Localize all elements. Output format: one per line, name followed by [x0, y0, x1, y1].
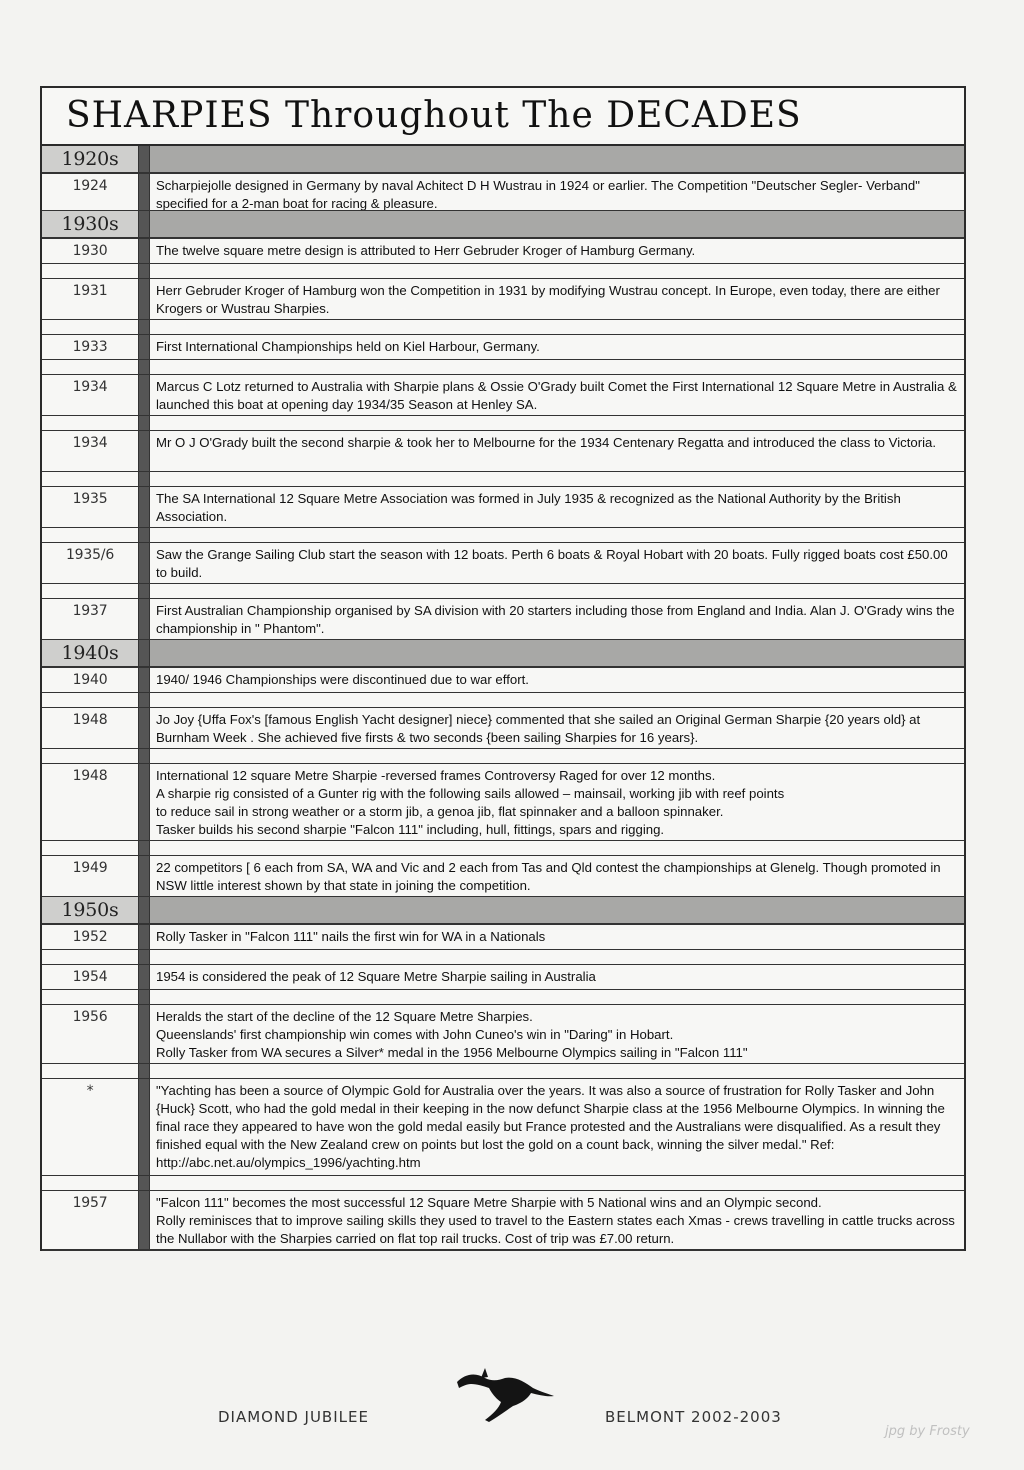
spacer-row	[42, 1064, 964, 1079]
spacer-row	[42, 693, 964, 708]
divider-bar	[138, 487, 150, 527]
description-cell: First International Championships held on Kiel Harbour, Germany.	[156, 339, 540, 354]
description-cell: Saw the Grange Sailing Club start the season with 12 boats. Perth 6 boats & Royal Hobart with 20 boats. Fully rigged boats cost £50.00 to build.	[156, 547, 948, 580]
divider-bar	[138, 897, 150, 923]
year-cell: *	[86, 1083, 94, 1099]
table-row	[42, 431, 964, 472]
description-cell: Rolly Tasker in "Falcon 111" nails the first win for WA in a Nationals	[156, 929, 546, 944]
divider-bar	[138, 1191, 150, 1249]
description-cell: 1954 is considered the peak of 12 Square Metre Sharpie sailing in Australia	[156, 969, 596, 984]
divider-bar	[138, 279, 150, 319]
divider-bar	[138, 431, 150, 471]
table-row	[42, 764, 964, 841]
divider-bar	[138, 375, 150, 415]
year-cell: 1949	[72, 860, 108, 876]
description-cell: "Falcon 111" becomes the most successful 12 Square Metre Sharpie with 5 National wins and an Olympic second. Rolly reminisces that to improve sailing skills they used to travel to the Eastern states each Xmas - crews travelling in cattle trucks across the Nullabor with the Sharpies carried on flat top rail trucks. Cost of trip was £7.00 return.	[156, 1195, 955, 1246]
year-cell: 1956	[72, 1009, 108, 1025]
year-cell: 1957	[72, 1195, 108, 1211]
divider-bar	[138, 174, 150, 210]
year-cell: 1954	[72, 969, 108, 985]
year-cell: 1931	[72, 283, 108, 299]
divider-bar	[138, 543, 150, 583]
table-row	[42, 668, 964, 693]
table-row	[42, 487, 964, 528]
footer-diamond-jubilee: DIAMOND JUBILEE	[218, 1408, 369, 1426]
divider-bar	[138, 965, 150, 989]
decade-row-1950s	[42, 897, 964, 925]
decade-label: 1940s	[61, 642, 119, 664]
year-cell: 1940	[72, 672, 108, 688]
description-cell: The SA International 12 Square Metre Association was formed in July 1935 & recognized as the National Authority by the British Association.	[156, 491, 901, 524]
spacer-row	[42, 749, 964, 764]
decade-band	[150, 640, 964, 666]
divider-bar	[138, 239, 150, 263]
year-cell: 1934	[72, 379, 108, 395]
description-cell: Marcus C Lotz returned to Australia with Sharpie plans & Ossie O'Grady built Comet the First International 12 Square Metre in Australia & launched this boat at opening day 1934/35 Season at Henley SA.	[156, 379, 957, 412]
description-cell: Herr Gebruder Kroger of Hamburg won the Competition in 1931 by modifying Wustrau concept. In Europe, even today, there are either Krogers or Wustrau Sharpies.	[156, 283, 940, 316]
decade-label: 1930s	[61, 213, 119, 235]
divider-bar	[138, 335, 150, 359]
decade-band	[150, 146, 964, 172]
decade-band	[150, 211, 964, 237]
watermark-credit: jpg by Frosty	[885, 1424, 970, 1439]
timeline-table	[40, 86, 966, 1251]
divider-bar	[138, 146, 150, 172]
divider-bar	[138, 599, 150, 639]
decade-label: 1950s	[61, 899, 119, 921]
kangaroo-icon	[455, 1360, 555, 1424]
description-cell: First Australian Championship organised by SA division with 20 starters including those from England and India. Alan J. O'Grady wins the championship in " Phantom".	[156, 603, 955, 636]
year-cell: 1952	[72, 929, 108, 945]
divider-bar	[138, 211, 150, 237]
description-cell: Jo Joy {Uffa Fox's [famous English Yacht designer] niece} commented that she sailed an Original German Sharpie {20 years old} at Burnham Week . She achieved five firsts & two seconds {been sailing Sharpies for 16 years}.	[156, 712, 921, 745]
description-cell: International 12 square Metre Sharpie -reversed frames Controversy Raged for over 12 months. A sharpie rig consisted of a Gunter rig with the following sails allowed – mainsail, working jib with reef points to reduce sail in strong weather or a storm jib, a genoa jib, flat spinnaker and a balloon spinnaker. Tasker builds his second sharpie "Falcon 111" including, hull, fittings, spars and rigging.	[156, 768, 785, 837]
spacer-row	[42, 320, 964, 335]
spacer-row	[42, 416, 964, 431]
year-cell: 1935/6	[65, 547, 115, 563]
year-cell: 1933	[72, 339, 108, 355]
description-cell: Scharpiejolle designed in Germany by naval Achitect D H Wustrau in 1924 or earlier. The Competition "Deutscher Segler- Verband" specified for a 2-man boat for racing & pleasure.	[156, 178, 920, 210]
table-row	[42, 708, 964, 749]
year-cell: 1924	[72, 178, 108, 194]
table-row	[42, 925, 964, 950]
table-row	[42, 543, 964, 584]
divider-bar	[138, 764, 150, 840]
divider-bar	[138, 925, 150, 949]
spacer-row	[42, 360, 964, 375]
spacer-row	[42, 990, 964, 1005]
description-cell: 22 competitors [ 6 each from SA, WA and Vic and 2 each from Tas and Qld contest the championships at Glenelg. Though promoted in NSW little interest shown by that state in joining the competition.	[156, 860, 941, 893]
spacer-row	[42, 264, 964, 279]
year-cell: 1934	[72, 435, 108, 451]
table-row	[42, 965, 964, 990]
description-cell: The twelve square metre design is attributed to Herr Gebruder Kroger of Hamburg Germany.	[156, 243, 696, 258]
decade-row-1920s	[42, 146, 964, 174]
spacer-row	[42, 472, 964, 487]
spacer-row	[42, 841, 964, 856]
table-row	[42, 1079, 964, 1176]
spacer-row	[42, 584, 964, 599]
table-row	[42, 239, 964, 264]
table-row	[42, 1005, 964, 1064]
spacer-row	[42, 950, 964, 965]
description-cell: Mr O J O'Grady built the second sharpie & took her to Melbourne for the 1934 Centenary Regatta and introduced the class to Victoria.	[156, 435, 937, 450]
decade-row-1930s	[42, 211, 964, 239]
table-row	[42, 375, 964, 416]
description-cell: Heralds the start of the decline of the 12 Square Metre Sharpies. Queenslands' first championship win comes with John Cuneo's win in "Daring" in Hobart. Rolly Tasker from WA secures a Silver* medal in the 1956 Melbourne Olympics sailing in "Falcon 111"	[156, 1009, 748, 1060]
year-cell: 1930	[72, 243, 108, 259]
spacer-row	[42, 1176, 964, 1191]
table-row	[42, 1191, 964, 1251]
divider-bar	[138, 856, 150, 896]
decade-label: 1920s	[61, 148, 119, 170]
year-cell: 1935	[72, 491, 108, 507]
divider-bar	[138, 640, 150, 666]
divider-bar	[138, 1079, 150, 1175]
table-row	[42, 174, 964, 211]
page-title: SHARPIES Throughout The DECADES	[42, 88, 964, 146]
description-cell: "Yachting has been a source of Olympic Gold for Australia over the years. It was also a source of frustration for Rolly Tasker and John {Huck} Scott, who had the gold medal in their keeping in the now defunct Sharpie class at the 1956 Melbourne Olympics. In winning the final race they appeared to have won the gold medal easily but France protested and the Australians were disqualified. As a result they finished equal with the New Zealand crew on points but lost the gold on a count back, winning the silver medal." Ref: http://abc.net.au/olympics_1996/yachting.htm	[156, 1083, 945, 1170]
table-row	[42, 335, 964, 360]
footer-belmont: BELMONT 2002-2003	[605, 1408, 782, 1426]
table-row	[42, 856, 964, 897]
year-cell: 1948	[72, 768, 108, 784]
divider-bar	[138, 668, 150, 692]
spacer-row	[42, 528, 964, 543]
decade-row-1940s	[42, 640, 964, 668]
divider-bar	[138, 1005, 150, 1063]
year-cell: 1948	[72, 712, 108, 728]
year-cell: 1937	[72, 603, 108, 619]
decade-band	[150, 897, 964, 923]
divider-bar	[138, 708, 150, 748]
description-cell: 1940/ 1946 Championships were discontinued due to war effort.	[156, 672, 529, 687]
table-row	[42, 279, 964, 320]
table-row	[42, 599, 964, 640]
